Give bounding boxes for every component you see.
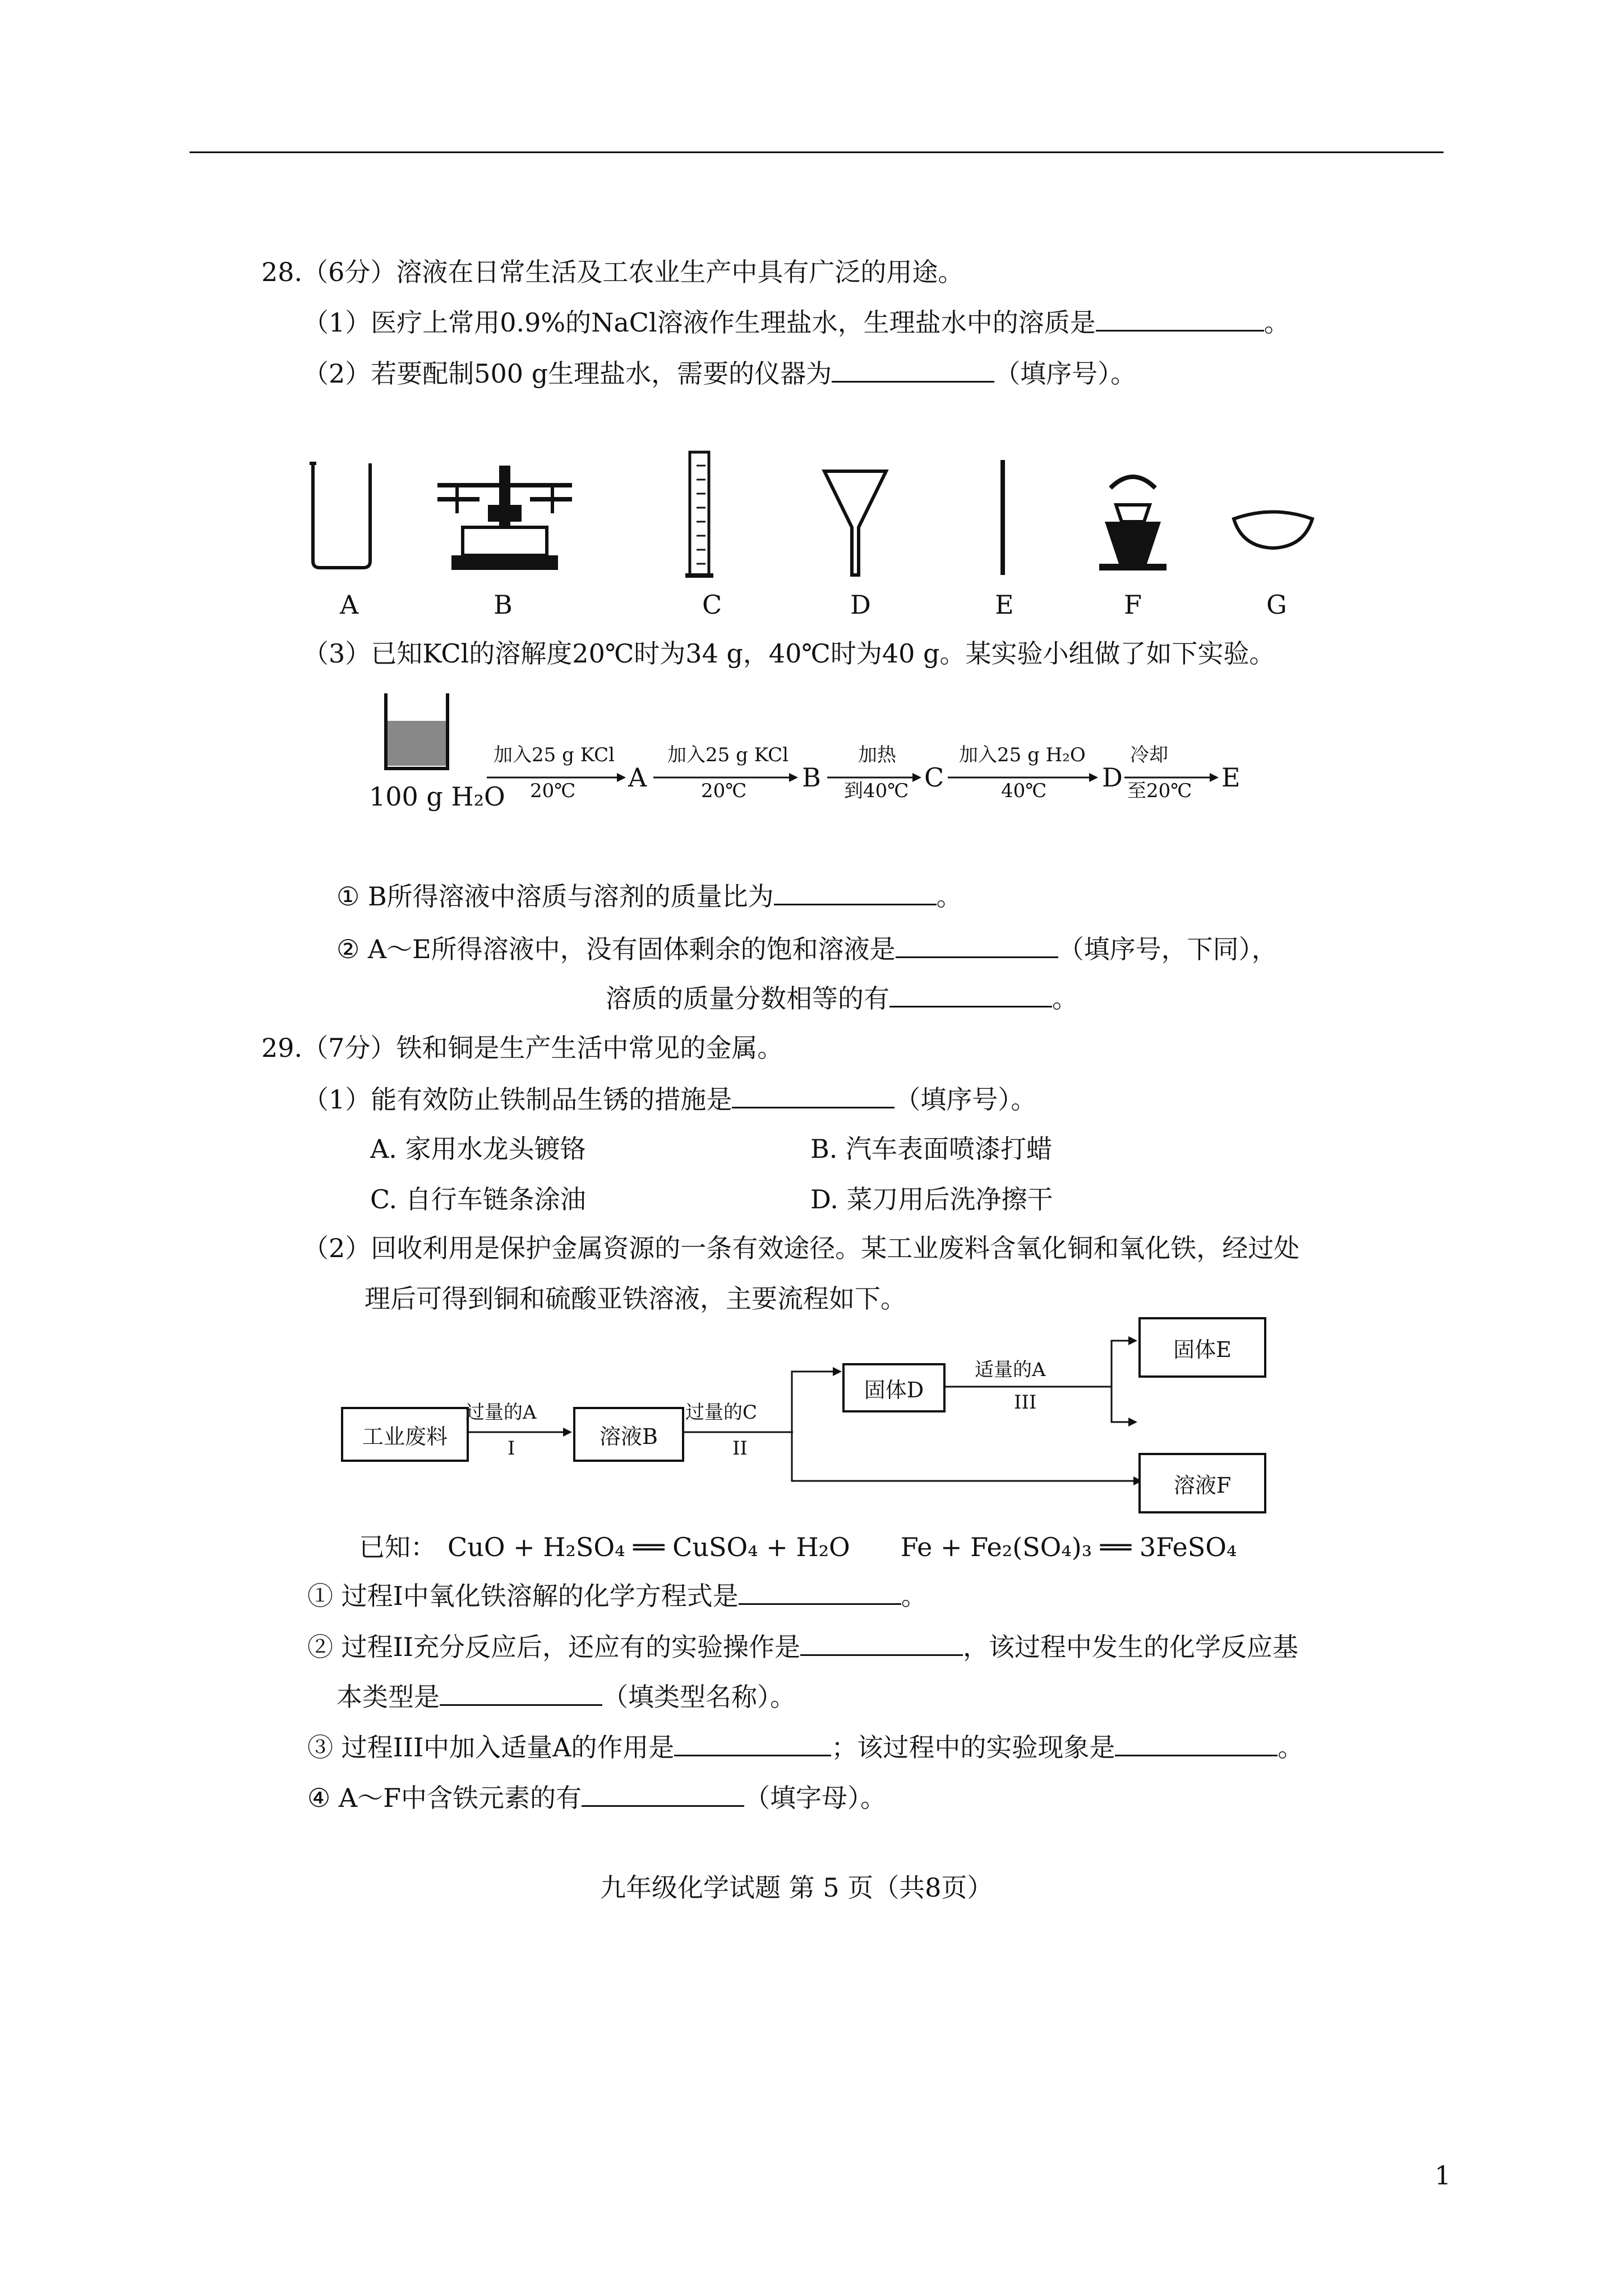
q29-option-b: B. 汽车表面喷漆打蜡 — [810, 1134, 1053, 1164]
q29-sub4-text: ④ A～F中含铁元素的有 — [307, 1783, 582, 1813]
flow-box-solid-d: 固体D — [842, 1363, 946, 1412]
q28-part3: （3）已知KCl的溶解度20℃时为34 g，40℃时为40 g。某实验小组做了如下实验。 — [303, 638, 1275, 669]
q29-sub2-blank1[interactable] — [800, 1632, 963, 1656]
page-footer: 九年级化学试题 第 5 页（共8页） — [600, 1872, 993, 1903]
q29-sub2-mid: ，该过程中发生的化学反应基 — [962, 1632, 1298, 1662]
q29-sub2 — [307, 1630, 1298, 1664]
q29-option-d: D. 菜刀用后洗净擦干 — [810, 1184, 1053, 1214]
q28-sub1-suffix: 。 — [936, 881, 962, 912]
instrument-label-b: B — [494, 590, 513, 620]
flow-arrow3-top: 适量的A — [975, 1359, 1046, 1381]
exp-step4-result: D — [1102, 762, 1123, 793]
exp-step5-bottom: 至20℃ — [1127, 780, 1192, 802]
instrument-label-f: F — [1124, 590, 1142, 620]
q29-part1 — [303, 1083, 1036, 1116]
q29-sub3-blank2[interactable] — [1115, 1732, 1278, 1756]
q28-sub2-text: ② A～E所得溶液中，没有固体剩余的饱和溶液是 — [336, 934, 896, 964]
q28-part1-suffix: 。 — [1264, 307, 1290, 338]
q29-sub3-blank1[interactable] — [674, 1732, 831, 1756]
q29-part2-line2: 理后可得到铜和硫酸亚铁溶液，主要流程如下。 — [365, 1283, 906, 1314]
exp-step2-top: 加入25 g KCl — [667, 744, 789, 766]
q29-sub3-text: ③ 过程III中加入适量A的作用是 — [307, 1732, 675, 1763]
instrument-label-a: A — [340, 590, 359, 620]
q29-option-a: A. 家用水龙头镀铬 — [370, 1134, 586, 1164]
q28-title: 28.（6分）溶液在日常生活及工农业生产中具有广泛的用途。 — [261, 257, 964, 287]
evaporating-dish-icon — [1231, 508, 1315, 553]
known-eq2: Fe + Fe₂(SO₄)₃ ══ 3FeSO₄ — [900, 1532, 1237, 1562]
funnel-icon — [822, 466, 889, 578]
instrument-label-c: C — [702, 590, 722, 620]
flow-arrow1 — [467, 1428, 573, 1439]
q28-sub3 — [606, 982, 1078, 1015]
flow-arrow1-bottom: I — [508, 1437, 515, 1460]
q28-part1-blank[interactable] — [1096, 307, 1264, 332]
q29-sub1 — [307, 1579, 927, 1613]
q29-sub3-mid: ；该过程中的实验现象是 — [831, 1732, 1115, 1763]
exp-step1-top: 加入25 g KCl — [494, 744, 615, 766]
q28-sub1-blank[interactable] — [774, 881, 937, 905]
balance-icon — [435, 460, 575, 572]
q29-part1-suffix: （填序号）。 — [895, 1084, 1037, 1115]
flow-arrow1-top: 过量的A — [465, 1401, 537, 1424]
exp-step2-bottom: 20℃ — [701, 780, 747, 802]
q29-sub2-line2 — [336, 1680, 796, 1714]
flow-box-solid-e: 固体E — [1138, 1317, 1266, 1378]
known-equations — [359, 1530, 1237, 1564]
exp-step2-result: B — [802, 762, 821, 793]
q29-sub3-suffix: 。 — [1278, 1732, 1304, 1763]
q28-part1-text: （1）医疗上常用0.9%的NaCl溶液作生理盐水，生理盐水中的溶质是 — [303, 307, 1096, 338]
instrument-label-d: D — [850, 590, 871, 620]
exp-step5-top: 冷却 — [1130, 744, 1168, 766]
q29-option-c: C. 自行车链条涂油 — [370, 1184, 586, 1214]
flow-box-solution-b: 溶液B — [573, 1407, 684, 1462]
q29-part1-blank[interactable] — [732, 1084, 895, 1108]
q29-sub3 — [307, 1731, 1303, 1764]
exp-step3-top: 加热 — [858, 744, 896, 766]
exp-step4-bottom: 40℃ — [1001, 780, 1047, 802]
water-beaker-icon — [381, 690, 454, 780]
q29-sub2-text: ② 过程II充分反应后，还应有的实验操作是 — [307, 1632, 800, 1662]
flow-arrow3-bottom: III — [1014, 1391, 1037, 1414]
q29-sub1-text: ① 过程I中氧化铁溶解的化学方程式是 — [307, 1581, 739, 1611]
q29-sub2-line2-text: 本类型是 — [336, 1682, 440, 1712]
q28-part2-suffix: （填序号）。 — [994, 358, 1137, 389]
q29-sub1-blank[interactable] — [739, 1581, 901, 1605]
top-rule — [190, 151, 1444, 153]
exp-step1-result: A — [628, 762, 647, 793]
q29-sub4-suffix: （填字母）。 — [744, 1783, 886, 1813]
exp-step3-result: C — [924, 762, 944, 793]
instrument-label-e: E — [995, 590, 1014, 620]
q28-part2 — [303, 357, 1136, 390]
flow-arrow2-bottom: II — [732, 1437, 748, 1460]
graduated-cylinder-icon — [683, 449, 717, 583]
q28-sub2 — [336, 932, 1278, 966]
q28-sub3-blank[interactable] — [889, 983, 1052, 1007]
q29-part2-line1: （2）回收利用是保护金属资源的一条有效途径。某工业废料含氧化铜和氧化铁，经过处 — [303, 1233, 1300, 1263]
q29-sub4 — [307, 1781, 886, 1815]
page-number: 1 — [1435, 2160, 1451, 2191]
q28-sub2-suffix: （填序号，下同）， — [1058, 934, 1278, 964]
exp-step4-top: 加入25 g H₂O — [959, 744, 1086, 766]
exp-step1-bottom: 20℃ — [530, 780, 576, 802]
instrument-label-g: G — [1266, 590, 1287, 620]
q28-part1 — [303, 306, 1290, 339]
flow-arrow3-lines — [943, 1380, 1145, 1492]
flow-box-waste: 工业废料 — [341, 1407, 469, 1462]
evaporating-stand-icon — [1094, 471, 1172, 572]
known-label: 已知： — [359, 1532, 436, 1562]
q28-part2-text: （2）若要配制500 g生理盐水，需要的仪器为 — [303, 358, 832, 389]
exp-step5-result: E — [1221, 762, 1241, 793]
flow-box-solution-f: 溶液F — [1138, 1453, 1266, 1513]
q29-title: 29.（7分）铁和铜是生产生活中常见的金属。 — [261, 1033, 783, 1063]
beaker-icon — [308, 460, 376, 572]
q28-sub3-text: 溶质的质量分数相等的有 — [606, 983, 889, 1014]
q29-part1-text: （1）能有效防止铁制品生锈的措施是 — [303, 1084, 732, 1115]
flow-arrow2-top: 过量的C — [685, 1401, 758, 1424]
exp-start-label: 100 g H₂O — [369, 781, 505, 812]
q28-sub2-blank[interactable] — [896, 934, 1058, 958]
q29-sub4-blank[interactable] — [582, 1783, 744, 1807]
q29-sub2-blank2[interactable] — [440, 1682, 602, 1706]
exp-step3-bottom: 到40℃ — [844, 780, 909, 802]
known-eq1: CuO + H₂SO₄ ══ CuSO₄ + H₂O — [448, 1532, 850, 1562]
q28-sub3-suffix: 。 — [1052, 983, 1078, 1014]
q28-part2-blank[interactable] — [832, 358, 994, 383]
q28-sub1 — [336, 880, 962, 913]
glass-rod-icon — [997, 460, 1008, 578]
q28-sub1-text: ① B所得溶液中溶质与溶剂的质量比为 — [336, 881, 774, 912]
q29-sub2-line2-suffix: （填类型名称）。 — [602, 1682, 796, 1712]
q29-sub1-suffix: 。 — [901, 1581, 927, 1611]
